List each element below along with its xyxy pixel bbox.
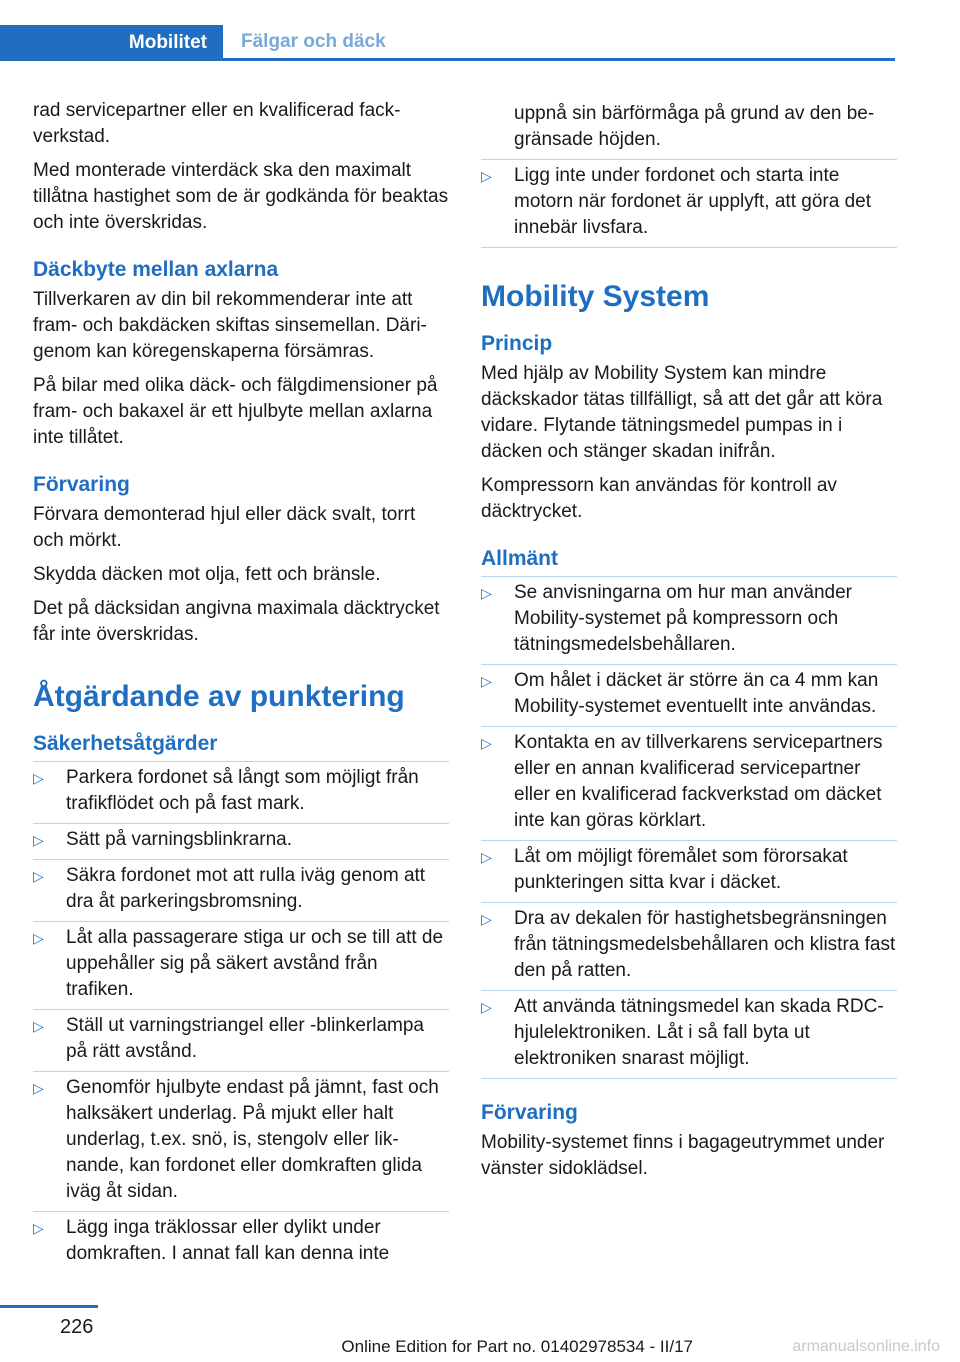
general-list [481, 576, 897, 1079]
left-column [33, 98, 449, 1273]
section-heading-safety: Säkerhetsåtgärder [33, 732, 218, 755]
triangle-right-icon: ▷ [481, 168, 492, 184]
triangle-right-icon: ▷ [33, 770, 44, 786]
triangle-right-icon: ▷ [33, 1220, 44, 1236]
section-heading-storage: Förvaring [33, 473, 130, 496]
footer-rule [0, 1305, 98, 1308]
triangle-right-icon: ▷ [481, 735, 492, 751]
chapter-heading-mobility-system: Mobility System [481, 280, 710, 313]
list-item: ▷ Lägg inga träklossar eller dylikt under domkraften. I annat fall kan denna inte [33, 1217, 390, 1264]
triangle-right-icon: ▷ [481, 911, 492, 927]
paragraph: Mobility-systemet finns i bagageutrymmet under vänster sidoklädsel. [481, 1132, 885, 1179]
paragraph: Kompressorn kan användas för kontroll av däcktrycket. [481, 475, 837, 522]
list-item: ▷ Att använda tätningsmedel kan skada RDC-hjulelektroniken. Låt i så fall byta ut elektroniken snarast möjligt. [481, 991, 897, 1079]
list-item: ▷ Parkera fordonet så långt som möjligt från trafikflödet och på fast mark. [33, 761, 449, 824]
paragraph: Förvara demonterad hjul eller däck svalt, torrt och mörkt. [33, 504, 416, 551]
list-item: ▷ Ställ ut varningstriangel eller -blinkerlampa på rätt avstånd. [33, 1010, 449, 1072]
list-item: ▷ Dra av dekalen för hastighetsbegränsningen från tätningsmedelsbehållaren och klistra fast den på ratten. [481, 903, 897, 991]
section-heading-storage: Förvaring [481, 1101, 578, 1124]
list-item: ▷ Låt alla passagerare stiga ur och se till att de uppehåller sig på säkert avstånd från trafiken. [33, 922, 449, 1010]
header-tab-falgar-och-dack: Fälgar och däck [241, 30, 386, 52]
triangle-right-icon: ▷ [481, 999, 492, 1015]
header-tab-mobilitet: Mobilitet [0, 25, 223, 61]
paragraph: Det på däcksidan angivna maximala däcktrycket får inte överskridas. [33, 598, 440, 645]
list-item: ▷ Om hålet i däcket är större än ca 4 mm kan Mobility-systemet eventuellt inte användas. [481, 665, 897, 727]
triangle-right-icon: ▷ [33, 1080, 44, 1096]
list-item: ▷ Sätt på varningsblinkrarna. [33, 824, 449, 860]
list-item: ▷ Ligg inte under fordonet och starta inte motorn när fordonet är upplyft, att göra det innebär livsfara. [481, 160, 897, 248]
list-item: ▷ Låt om möjligt föremålet som förorsakat punkteringen sitta kvar i däcket. [481, 841, 897, 903]
paragraph: Skydda däcken mot olja, fett och bränsle. [33, 564, 381, 585]
section-heading-principle: Princip [481, 332, 553, 355]
running-header [0, 25, 895, 61]
list-item: ▷ Genomför hjulbyte endast på jämnt, fast och halksäkert underlag. På mjukt eller halt underlag, t.ex. snö, is, stengolv eller liknande, kan fordonet eller domkraften glida iväg åt sidan. [33, 1072, 449, 1212]
section-heading-axle-swap: Däckbyte mellan axlarna [33, 258, 279, 281]
list-item: ▷ Se anvisningarna om hur man använder Mobility-systemet på kompressorn och tätningsmedelsbehållaren. [481, 576, 897, 665]
triangle-right-icon: ▷ [33, 930, 44, 946]
triangle-right-icon: ▷ [33, 868, 44, 884]
list-item: ▷ Säkra fordonet mot att rulla iväg genom att dra åt parkeringsbromsning. [33, 860, 449, 922]
paragraph: rad servicepartner eller en kvalificerad fackverkstad. [33, 100, 401, 147]
paragraph: Tillverkaren av din bil rekommenderar inte att fram- och bakdäcken skiftas sinsemellan. Därigenom kan köregenskaperna försämras. [33, 289, 427, 362]
list-item: ▷ Kontakta en av tillverkarens servicepartners eller en annan kvalificerad servicepartner eller en kvalificerad fackverkstad om däcket inte kan göras körklart. [481, 727, 897, 841]
safety-list [33, 761, 449, 1273]
triangle-right-icon: ▷ [481, 585, 492, 601]
triangle-right-icon: ▷ [33, 832, 44, 848]
right-column [481, 98, 897, 1190]
watermark: armanualsonline.info [792, 1338, 940, 1355]
triangle-right-icon: ▷ [481, 849, 492, 865]
paragraph: På bilar med olika däck- och fälgdimensioner på fram- och bakaxel är ett hjulbyte mellan axlarna inte tillåtet. [33, 375, 438, 448]
paragraph: Med hjälp av Mobility System kan mindre däckskador tätas tillfälligt, så att det går att köra vidare. Flytande tätningsmedel pumpas in i däcken och stänger skadan inifrån. [481, 363, 883, 462]
section-heading-general: Allmänt [481, 547, 559, 570]
list-item-continuation: uppnå sin bärförmåga på grund av den begränsade höjden. [481, 98, 897, 160]
header-rule [0, 58, 895, 61]
edition-note: Online Edition for Part no. 01402978534 - II/17 [341, 1337, 693, 1356]
triangle-right-icon: ▷ [33, 1018, 44, 1034]
triangle-right-icon: ▷ [481, 673, 492, 689]
chapter-heading-puncture: Åtgärdande av punktering [33, 680, 405, 713]
paragraph: Med monterade vinterdäck ska den maximalt tillåtna hastighet som de är godkända för beaktas och inte överskridas. [33, 160, 449, 233]
page-number: 226 [60, 1316, 94, 1338]
safety-list-continued [481, 98, 897, 248]
